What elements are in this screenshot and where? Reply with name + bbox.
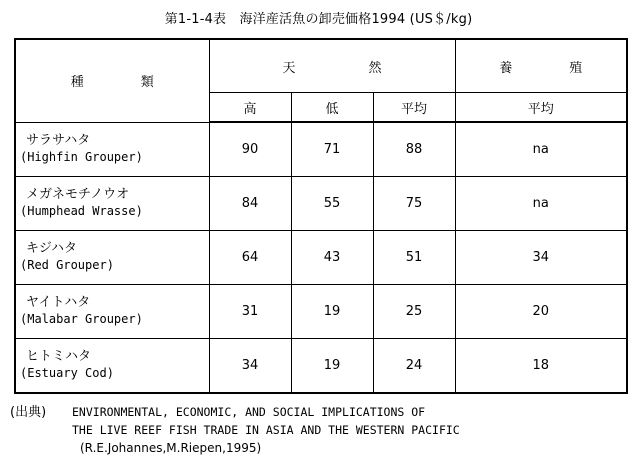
header-farmed-avg: 平均 (455, 93, 627, 123)
farmed-avg-value: 34 (455, 230, 627, 284)
avg-value: 88 (373, 122, 455, 176)
species-name-en: (Estuary Cod) (20, 365, 114, 380)
header-wild: 天 然 (209, 39, 455, 93)
avg-value: 25 (373, 284, 455, 338)
table-row (15, 122, 627, 176)
species-name-en: (Malabar Grouper) (20, 311, 143, 326)
species-name-ja: キジハタ (26, 241, 77, 257)
avg-value: 24 (373, 338, 455, 393)
high-value: 84 (209, 176, 291, 230)
table-row (15, 176, 627, 230)
high-value: 34 (209, 338, 291, 393)
species-name-ja: ヒトミハタ (26, 349, 92, 365)
avg-value: 51 (373, 230, 455, 284)
low-value: 19 (291, 284, 373, 338)
low-value: 43 (291, 230, 373, 284)
species-cell (15, 284, 209, 338)
header-avg: 平均 (373, 93, 455, 123)
low-value: 71 (291, 122, 373, 176)
high-value: 64 (209, 230, 291, 284)
species-name-ja: ヤイトハタ (26, 295, 91, 311)
species-cell (15, 338, 209, 393)
header-species: 種 類 (15, 39, 209, 122)
species-name-en: (Red Grouper) (20, 257, 114, 272)
species-name-ja: サラサハタ (26, 133, 91, 149)
source-label: (出典) (10, 405, 47, 420)
species-name-en: (Highfin Grouper) (20, 149, 143, 164)
header-farmed: 養 殖 (455, 39, 627, 93)
species-name-en: (Humphead Wrasse) (20, 203, 143, 218)
farmed-avg-value: na (455, 122, 627, 176)
high-value: 90 (209, 122, 291, 176)
header-low: 低 (291, 93, 373, 123)
avg-value: 75 (373, 176, 455, 230)
table-row (15, 230, 627, 284)
species-name-ja: メガネモチノウオ (26, 187, 130, 203)
species-cell (15, 122, 209, 176)
table-row (15, 284, 627, 338)
low-value: 19 (291, 338, 373, 393)
table-title: 第1-1-4表 海洋産活魚の卸売価格1994 (US＄/kg) (164, 12, 473, 27)
source-authors: (R.E.Johannes,M.Riepen,1995) (80, 441, 262, 455)
high-value: 31 (209, 284, 291, 338)
source-title-line-1: ENVIRONMENTAL, ECONOMIC, AND SOCIAL IMPLICATIONS OF (72, 405, 426, 419)
species-cell (15, 230, 209, 284)
species-cell (15, 176, 209, 230)
source-title-line-2: THE LIVE REEF FISH TRADE IN ASIA AND THE WESTERN PACIFIC (72, 423, 460, 437)
header-high: 高 (209, 93, 291, 123)
farmed-avg-value: na (455, 176, 627, 230)
farmed-avg-value: 18 (455, 338, 627, 393)
table-row (15, 338, 627, 393)
low-value: 55 (291, 176, 373, 230)
price-table (14, 38, 628, 394)
farmed-avg-value: 20 (455, 284, 627, 338)
